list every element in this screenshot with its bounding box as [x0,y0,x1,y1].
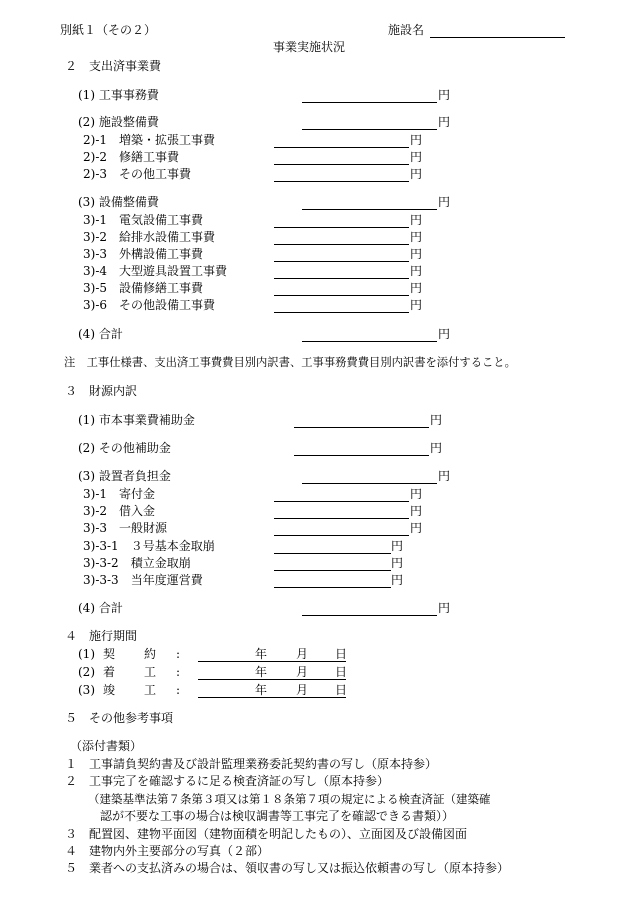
facility-item-field[interactable] [274,147,409,148]
facility-item-field[interactable] [274,164,409,165]
facility-item-label: 2)-1 増築・拡張工事費 [83,133,216,147]
yen-unit: 円 [410,281,423,295]
attachments-label: （添付書類） [70,739,143,753]
installer-item-field[interactable] [274,501,409,502]
yen-unit: 円 [410,150,423,164]
yen-unit: 円 [410,264,423,278]
period-colon: : [176,647,181,661]
year-unit: 年 [255,665,268,679]
period-row-char: 約 [144,647,157,661]
equipment-item-field[interactable] [274,278,409,279]
facility-expense-field[interactable] [302,129,437,130]
city-subsidy-label: (1) 市本事業費補助金 [78,413,195,427]
city-subsidy-field[interactable] [294,427,429,428]
facility-name-label: 施設名 [388,23,425,37]
general-fund-sub-field[interactable] [274,553,391,554]
general-fund-sub-field[interactable] [274,587,391,588]
expenses-total-label: (4) 合計 [78,327,123,341]
yen-unit: 円 [410,487,423,501]
yen-unit: 円 [410,167,423,181]
period-row-char: 着 [103,665,116,679]
general-fund-sub-label: 3)-3-3 当年度運営費 [83,573,203,587]
period-heading: ４ 施行期間 [65,629,138,643]
expenses-note: 注 工事仕様書、支出済工事費費目別内訳書、工事事務費費目別内訳書を添付すること。 [64,356,516,369]
period-colon: : [176,665,181,679]
facility-expense-label: (2) 施設整備費 [78,115,159,129]
yen-unit: 円 [438,469,451,483]
yen-unit: 円 [438,601,451,615]
day-unit: 日 [335,647,348,661]
contract-date-field[interactable] [198,661,346,662]
yen-unit: 円 [410,247,423,261]
attachment-note: 認が不要な工事の場合は検収調書等工事完了を確認できる書類）） [100,809,455,823]
other-subsidy-field[interactable] [294,455,429,456]
period-colon: : [176,683,181,697]
yen-unit: 円 [438,88,451,102]
equipment-item-field[interactable] [274,312,409,313]
installer-burden-field[interactable] [302,483,437,484]
attachment-item: ４ 建物内外主要部分の写真（２部） [65,844,270,858]
yen-unit: 円 [391,573,404,587]
funding-total-label: (4) 合計 [78,601,123,615]
general-fund-sub-field[interactable] [274,570,391,571]
other-ref-heading: ５ その他参考事項 [65,711,174,725]
equipment-item-field[interactable] [274,261,409,262]
period-row-char: 竣 [103,683,116,697]
other-subsidy-label: (2) その他補助金 [78,441,171,455]
funding-total-field[interactable] [302,615,437,616]
month-unit: 月 [296,665,309,679]
equipment-item-field[interactable] [274,244,409,245]
day-unit: 日 [335,683,348,697]
yen-unit: 円 [410,298,423,312]
equipment-item-field[interactable] [274,295,409,296]
office-expense-field[interactable] [302,102,437,103]
installer-item-label: 3)-2 借入金 [83,504,156,518]
period-row-num: (3) [78,683,95,697]
office-expense-label: (1) 工事事務費 [78,88,159,102]
period-row-num: (2) [78,665,95,679]
page-title: 事業実施状況 [273,40,346,54]
equipment-item-field[interactable] [274,227,409,228]
day-unit: 日 [335,665,348,679]
yen-unit: 円 [438,327,451,341]
attachment-note: （建築基準法第７条第３項又は第１８条第７項の規定による検査済証（建築確 [88,792,491,806]
equipment-item-label: 3)-1 電気設備工事費 [83,213,204,227]
yen-unit: 円 [430,441,443,455]
facility-item-label: 2)-2 修繕工事費 [83,150,180,164]
equipment-item-label: 3)-6 その他設備工事費 [83,298,216,312]
yen-unit: 円 [438,195,451,209]
installer-item-field[interactable] [274,518,409,519]
period-row-char: 工 [144,665,157,679]
month-unit: 月 [296,647,309,661]
attachment-item: １ 工事請負契約書及び設計監理業務委託契約書の写し（原本持参） [65,757,438,771]
facility-item-field[interactable] [274,181,409,182]
yen-unit: 円 [391,539,404,553]
yen-unit: 円 [410,230,423,244]
attachment-item: ３ 配置図、建物平面図（建物面積を明記したもの）、立面図及び設備図面 [65,827,468,841]
attachment-item: ２ 工事完了を確認するに足る検査済証の写し（原本持参） [65,774,390,788]
funding-heading: ３ 財源内訳 [65,384,138,398]
period-row-num: (1) [78,647,95,661]
year-unit: 年 [255,647,268,661]
expenses-heading: ２ 支出済事業費 [65,59,162,73]
yen-unit: 円 [391,556,404,570]
period-row-char: 工 [144,683,157,697]
installer-item-label: 3)-3 一般財源 [83,521,168,535]
installer-burden-label: (3) 設置者負担金 [78,469,171,483]
yen-unit: 円 [410,521,423,535]
equipment-item-label: 3)-5 設備修繕工事費 [83,281,204,295]
equipment-item-label: 3)-3 外構設備工事費 [83,247,204,261]
yen-unit: 円 [410,133,423,147]
yen-unit: 円 [438,115,451,129]
general-fund-sub-label: 3)-3-1 ３号基本金取崩 [83,539,215,553]
yen-unit: 円 [430,413,443,427]
equipment-item-label: 3)-2 給排水設備工事費 [83,230,216,244]
period-row-char: 契 [103,647,116,661]
facility-name-field[interactable] [430,37,565,38]
yen-unit: 円 [410,504,423,518]
installer-item-label: 3)-1 寄付金 [83,487,156,501]
equipment-item-label: 3)-4 大型遊具設置工事費 [83,264,228,278]
yen-unit: 円 [410,213,423,227]
equipment-expense-field[interactable] [302,209,437,210]
completion-date-field[interactable] [198,697,346,698]
general-fund-sub-label: 3)-3-2 積立金取崩 [83,556,191,570]
attachment-item: ５ 業者への支払済みの場合は、領収書の写し又は振込依頼書の写し（原本持参） [65,861,510,875]
expenses-total-field[interactable] [302,341,437,342]
installer-item-field[interactable] [274,535,409,536]
start-date-field[interactable] [198,679,346,680]
facility-item-label: 2)-3 その他工事費 [83,167,192,181]
month-unit: 月 [296,683,309,697]
annex-label: 別紙１（その２） [60,23,157,37]
year-unit: 年 [255,683,268,697]
equipment-expense-label: (3) 設備整備費 [78,195,159,209]
